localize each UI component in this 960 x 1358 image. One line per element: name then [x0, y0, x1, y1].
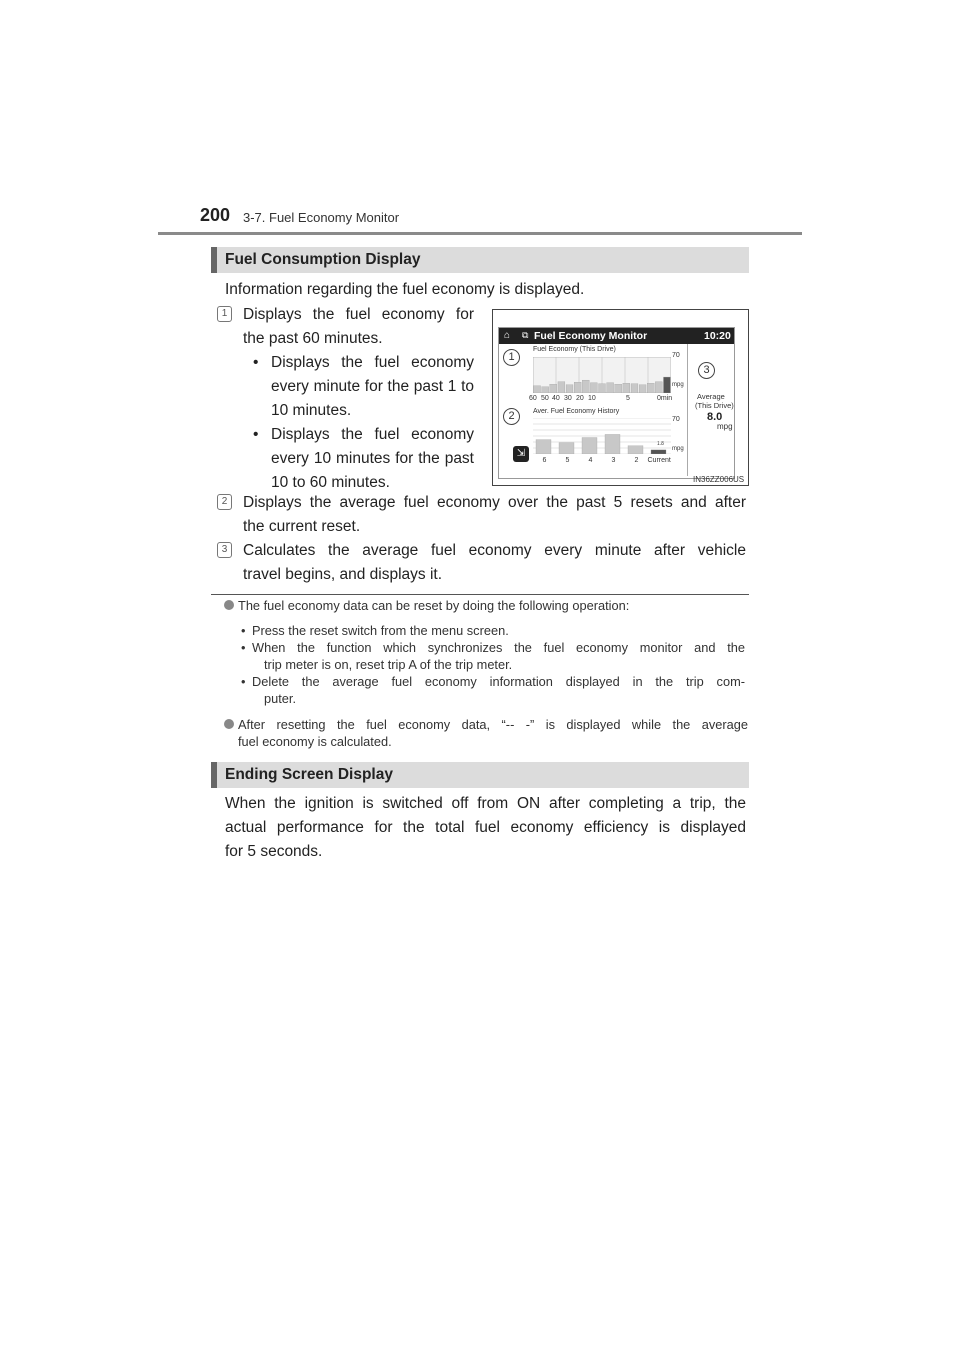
section-heading-marker — [211, 762, 217, 788]
item2-line1: Displays the average fuel economy over the past 5 resets and after — [243, 494, 746, 511]
bullet-icon: • — [241, 674, 246, 689]
panel-divider — [687, 344, 688, 476]
average-sub: (This Drive) — [695, 401, 734, 410]
item3-line1: Calculates the average fuel economy every minute after vehicle — [243, 542, 746, 559]
item1-bullet1-line1: Displays the fuel economy — [271, 354, 474, 371]
item3-line2: travel begins, and displays it. — [243, 566, 443, 583]
graph1-bar — [623, 383, 630, 393]
graph2-x-tick: 3 — [611, 457, 616, 464]
graph1-x-tick: 5 — [626, 395, 630, 402]
bullet-icon: • — [253, 354, 259, 371]
section-heading-title: Fuel Consumption Display — [225, 251, 421, 268]
section-heading-marker — [211, 247, 217, 273]
graph1-bar — [542, 387, 549, 393]
graph1-x-tick: 10 — [588, 395, 596, 402]
graph1-bar — [607, 383, 614, 393]
section2-line2: actual performance for the total fuel economy efficiency is displayed — [225, 819, 746, 836]
graph1-bar — [550, 384, 557, 393]
note2-line2: fuel economy is calculated. — [238, 734, 392, 749]
copy-icon: ⧉ — [522, 330, 529, 340]
average-unit: mpg — [717, 422, 733, 431]
graph2-x-tick: 2 — [634, 457, 639, 464]
notes-divider — [211, 594, 749, 595]
graph2-x-tick: 6 — [542, 457, 547, 464]
fuel-economy-monitor-figure — [492, 309, 749, 486]
graph1-bar — [663, 377, 670, 393]
item1-bullet1-line3: 10 minutes. — [271, 402, 352, 419]
item-number-2-icon: 2 — [217, 494, 232, 510]
figure-code: IN36ZZ006US — [693, 475, 745, 484]
item2-line2: the current reset. — [243, 518, 361, 535]
note1-bullet2-line2: trip meter is on, reset trip A of the trip meter. — [264, 657, 513, 672]
graph1-bar — [599, 384, 606, 393]
item1-bullet2-line3: 10 to 60 minutes. — [271, 474, 390, 491]
bullet-icon: • — [241, 640, 246, 655]
graph1-bar — [566, 385, 573, 393]
callout-1: 1 — [503, 349, 520, 366]
graph1-bar — [590, 383, 597, 393]
graph1-bar — [558, 382, 565, 393]
item1-line2: the past 60 minutes. — [243, 330, 383, 347]
graph1-max: 70 — [672, 352, 680, 359]
item-number-3-icon: 3 — [217, 542, 232, 558]
graph1-bar — [631, 384, 638, 393]
graph2-bar — [559, 443, 574, 454]
average-label: Average — [697, 392, 725, 401]
graph2-chart — [533, 418, 671, 454]
item1-bullet1-line2: every minute for the past 1 to — [271, 378, 474, 395]
note1-bullet3-line1: Delete the average fuel economy information displayed in the trip com- — [252, 674, 745, 689]
screen-title-bar — [499, 328, 734, 344]
graph2-bar — [651, 450, 666, 454]
note1-bullet2-line1: When the function which synchronizes the fuel economy monitor and the — [252, 640, 745, 655]
graph1-bar — [647, 383, 654, 393]
graph1-bar — [615, 384, 622, 393]
graph1-unit: mpg — [672, 382, 684, 388]
page-number: 200 — [200, 205, 231, 225]
item1-line1: Displays the fuel economy for — [243, 306, 474, 323]
bullet-icon: • — [241, 623, 246, 638]
graph2-bar — [628, 446, 643, 454]
average-value: 8.0 — [707, 411, 723, 423]
note-bullet-icon — [224, 600, 234, 610]
graph1-x-tick: 40 — [552, 395, 560, 402]
graph2-x-tick: 5 — [565, 457, 570, 464]
section-breadcrumb: 3-7. Fuel Economy Monitor — [243, 210, 400, 225]
graph2-bar — [582, 438, 597, 454]
graph2-max: 70 — [672, 416, 680, 423]
section2-line1: When the ignition is switched off from ON after completing a trip, the — [225, 795, 746, 812]
note2-line1: After resetting the fuel economy data, “-- -” is displayed while the average — [238, 717, 748, 732]
item1-bullet2-line2: every 10 minutes for the past — [271, 450, 474, 467]
graph2-x-tick: Current — [647, 457, 671, 464]
section-heading-ending-screen — [211, 762, 749, 788]
graph2-x-tick: 4 — [588, 457, 593, 464]
graph1-chart — [533, 357, 671, 393]
note1-text: The fuel economy data can be reset by doing the following operation: — [238, 598, 630, 613]
graph1-bar — [574, 382, 581, 393]
graph1-x-tick: 50 — [541, 395, 549, 402]
graph1-x-tick: 60 — [529, 395, 537, 402]
monitor-screen — [498, 327, 735, 479]
graph1-x-tick: 30 — [564, 395, 572, 402]
item-number-1-icon: 1 — [217, 306, 232, 322]
graph1-x-tick: 20 — [576, 395, 584, 402]
section-heading-title: Ending Screen Display — [225, 766, 393, 783]
graph2-bar — [605, 434, 620, 454]
screen-title: Fuel Economy Monitor — [534, 330, 648, 342]
callout-3: 3 — [698, 362, 715, 379]
screen-time: 10:20 — [704, 330, 731, 342]
section2-line3: for 5 seconds. — [225, 843, 323, 860]
graph1-label: Fuel Economy (This Drive) — [533, 346, 616, 353]
graph1-bar — [534, 386, 541, 393]
item1-bullet2-line1: Displays the fuel economy — [271, 426, 474, 443]
graph1-x-tick: 0min — [657, 395, 673, 402]
graph2-bar — [536, 440, 551, 454]
back-arrow-icon: ⇲ — [513, 446, 529, 462]
section-intro: Information regarding the fuel economy is displayed. — [225, 281, 585, 298]
note1-bullet3-line2: puter. — [264, 691, 297, 706]
note-bullet-icon — [224, 719, 234, 729]
home-icon: ⌂ — [504, 330, 511, 341]
header-rule — [158, 232, 802, 235]
section-heading-fuel-consumption — [211, 247, 749, 273]
graph1-bar — [582, 380, 589, 393]
graph2-current-value: 1.8 — [657, 441, 664, 447]
graph2-unit: mpg — [672, 446, 684, 452]
graph1-bar — [639, 385, 646, 393]
graph2-label: Aver. Fuel Economy History — [533, 408, 620, 415]
callout-2: 2 — [503, 408, 520, 425]
bullet-icon: • — [253, 426, 259, 443]
graph1-bar — [655, 382, 662, 393]
note1-bullet1: Press the reset switch from the menu screen. — [252, 623, 509, 638]
